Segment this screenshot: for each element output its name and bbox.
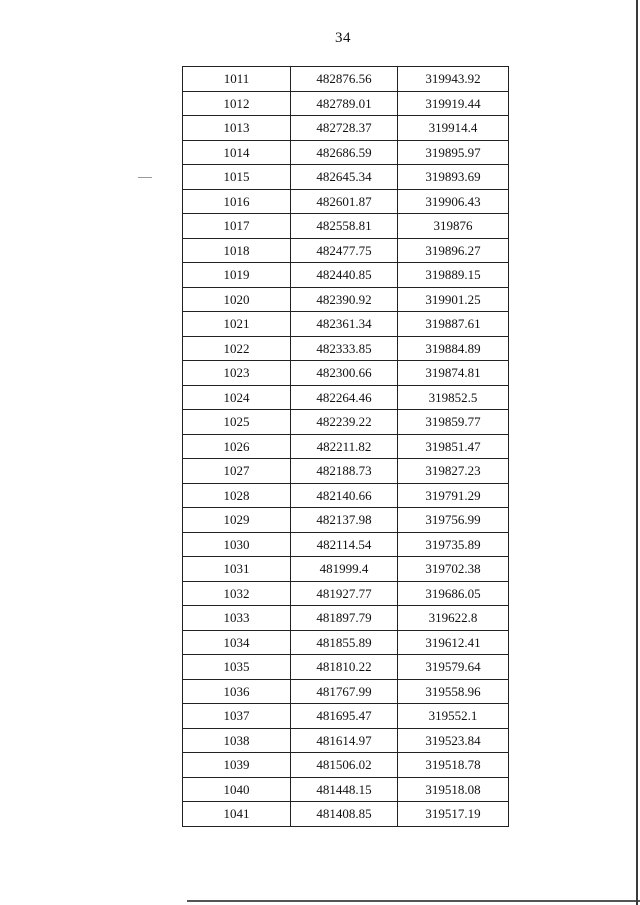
x-coordinate-cell: 482390.92 bbox=[291, 287, 398, 312]
y-coordinate-cell: 319558.96 bbox=[398, 679, 509, 704]
point-number-cell: 1027 bbox=[183, 459, 291, 484]
x-coordinate-cell: 482686.59 bbox=[291, 140, 398, 165]
y-coordinate-cell: 319791.29 bbox=[398, 483, 509, 508]
y-coordinate-cell: 319518.78 bbox=[398, 753, 509, 778]
table-row bbox=[183, 116, 509, 141]
table-row bbox=[183, 434, 509, 459]
x-coordinate-cell: 482188.73 bbox=[291, 459, 398, 484]
x-coordinate-cell: 482440.85 bbox=[291, 263, 398, 288]
point-number-cell: 1023 bbox=[183, 361, 291, 386]
table-row bbox=[183, 238, 509, 263]
y-coordinate-cell: 319517.19 bbox=[398, 802, 509, 827]
y-coordinate-cell: 319686.05 bbox=[398, 581, 509, 606]
x-coordinate-cell: 482789.01 bbox=[291, 91, 398, 116]
point-number-cell: 1040 bbox=[183, 777, 291, 802]
x-coordinate-cell: 481927.77 bbox=[291, 581, 398, 606]
point-number-cell: 1022 bbox=[183, 336, 291, 361]
point-number-cell: 1041 bbox=[183, 802, 291, 827]
y-coordinate-cell: 319884.89 bbox=[398, 336, 509, 361]
table-row bbox=[183, 532, 509, 557]
x-coordinate-cell: 482361.34 bbox=[291, 312, 398, 337]
margin-mark bbox=[138, 177, 152, 178]
x-coordinate-cell: 482558.81 bbox=[291, 214, 398, 239]
y-coordinate-cell: 319852.5 bbox=[398, 385, 509, 410]
x-coordinate-cell: 481897.79 bbox=[291, 606, 398, 631]
table-row bbox=[183, 728, 509, 753]
point-number-cell: 1039 bbox=[183, 753, 291, 778]
x-coordinate-cell: 482477.75 bbox=[291, 238, 398, 263]
x-coordinate-cell: 482333.85 bbox=[291, 336, 398, 361]
x-coordinate-cell: 482264.46 bbox=[291, 385, 398, 410]
point-number-cell: 1033 bbox=[183, 606, 291, 631]
table-row bbox=[183, 263, 509, 288]
table-row bbox=[183, 655, 509, 680]
x-coordinate-cell: 481448.15 bbox=[291, 777, 398, 802]
x-coordinate-cell: 482645.34 bbox=[291, 165, 398, 190]
point-number-cell: 1034 bbox=[183, 630, 291, 655]
x-coordinate-cell: 482728.37 bbox=[291, 116, 398, 141]
point-number-cell: 1029 bbox=[183, 508, 291, 533]
x-coordinate-cell: 481999.4 bbox=[291, 557, 398, 582]
point-number-cell: 1011 bbox=[183, 67, 291, 92]
y-coordinate-cell: 319827.23 bbox=[398, 459, 509, 484]
y-coordinate-cell: 319552.1 bbox=[398, 704, 509, 729]
point-number-cell: 1021 bbox=[183, 312, 291, 337]
x-coordinate-cell: 481810.22 bbox=[291, 655, 398, 680]
table-row bbox=[183, 214, 509, 239]
point-number-cell: 1015 bbox=[183, 165, 291, 190]
coordinates-table bbox=[182, 66, 509, 827]
y-coordinate-cell: 319859.77 bbox=[398, 410, 509, 435]
table-row bbox=[183, 508, 509, 533]
bottom-rule bbox=[187, 900, 640, 902]
table-row bbox=[183, 312, 509, 337]
page-number: 34 bbox=[335, 30, 351, 46]
point-number-cell: 1017 bbox=[183, 214, 291, 239]
x-coordinate-cell: 481408.85 bbox=[291, 802, 398, 827]
scan-edge bbox=[636, 0, 638, 905]
y-coordinate-cell: 319943.92 bbox=[398, 67, 509, 92]
table-row bbox=[183, 704, 509, 729]
y-coordinate-cell: 319906.43 bbox=[398, 189, 509, 214]
y-coordinate-cell: 319579.64 bbox=[398, 655, 509, 680]
y-coordinate-cell: 319622.8 bbox=[398, 606, 509, 631]
point-number-cell: 1018 bbox=[183, 238, 291, 263]
table-row bbox=[183, 410, 509, 435]
point-number-cell: 1016 bbox=[183, 189, 291, 214]
y-coordinate-cell: 319518.08 bbox=[398, 777, 509, 802]
y-coordinate-cell: 319887.61 bbox=[398, 312, 509, 337]
y-coordinate-cell: 319702.38 bbox=[398, 557, 509, 582]
point-number-cell: 1036 bbox=[183, 679, 291, 704]
x-coordinate-cell: 482239.22 bbox=[291, 410, 398, 435]
y-coordinate-cell: 319893.69 bbox=[398, 165, 509, 190]
y-coordinate-cell: 319889.15 bbox=[398, 263, 509, 288]
point-number-cell: 1024 bbox=[183, 385, 291, 410]
x-coordinate-cell: 481506.02 bbox=[291, 753, 398, 778]
point-number-cell: 1013 bbox=[183, 116, 291, 141]
table-row bbox=[183, 557, 509, 582]
y-coordinate-cell: 319876 bbox=[398, 214, 509, 239]
table-row bbox=[183, 630, 509, 655]
table-row bbox=[183, 287, 509, 312]
table-row bbox=[183, 336, 509, 361]
x-coordinate-cell: 481614.97 bbox=[291, 728, 398, 753]
y-coordinate-cell: 319874.81 bbox=[398, 361, 509, 386]
y-coordinate-cell: 319851.47 bbox=[398, 434, 509, 459]
point-number-cell: 1037 bbox=[183, 704, 291, 729]
x-coordinate-cell: 482114.54 bbox=[291, 532, 398, 557]
table-row bbox=[183, 606, 509, 631]
y-coordinate-cell: 319523.84 bbox=[398, 728, 509, 753]
table-row bbox=[183, 385, 509, 410]
point-number-cell: 1026 bbox=[183, 434, 291, 459]
y-coordinate-cell: 319901.25 bbox=[398, 287, 509, 312]
y-coordinate-cell: 319612.41 bbox=[398, 630, 509, 655]
point-number-cell: 1030 bbox=[183, 532, 291, 557]
point-number-cell: 1014 bbox=[183, 140, 291, 165]
x-coordinate-cell: 482140.66 bbox=[291, 483, 398, 508]
y-coordinate-cell: 319914.4 bbox=[398, 116, 509, 141]
x-coordinate-cell: 481767.99 bbox=[291, 679, 398, 704]
point-number-cell: 1028 bbox=[183, 483, 291, 508]
point-number-cell: 1031 bbox=[183, 557, 291, 582]
table-row bbox=[183, 777, 509, 802]
y-coordinate-cell: 319919.44 bbox=[398, 91, 509, 116]
table-row bbox=[183, 483, 509, 508]
y-coordinate-cell: 319896.27 bbox=[398, 238, 509, 263]
table-row bbox=[183, 189, 509, 214]
y-coordinate-cell: 319756.99 bbox=[398, 508, 509, 533]
x-coordinate-cell: 482876.56 bbox=[291, 67, 398, 92]
x-coordinate-cell: 482211.82 bbox=[291, 434, 398, 459]
x-coordinate-cell: 481695.47 bbox=[291, 704, 398, 729]
table-row bbox=[183, 459, 509, 484]
table-row bbox=[183, 67, 509, 92]
x-coordinate-cell: 481855.89 bbox=[291, 630, 398, 655]
coordinates-table-body bbox=[183, 67, 509, 827]
table-row bbox=[183, 361, 509, 386]
point-number-cell: 1020 bbox=[183, 287, 291, 312]
x-coordinate-cell: 482601.87 bbox=[291, 189, 398, 214]
table-row bbox=[183, 753, 509, 778]
point-number-cell: 1012 bbox=[183, 91, 291, 116]
point-number-cell: 1032 bbox=[183, 581, 291, 606]
x-coordinate-cell: 482137.98 bbox=[291, 508, 398, 533]
x-coordinate-cell: 482300.66 bbox=[291, 361, 398, 386]
point-number-cell: 1025 bbox=[183, 410, 291, 435]
table-row bbox=[183, 91, 509, 116]
table-row bbox=[183, 140, 509, 165]
table-row bbox=[183, 679, 509, 704]
y-coordinate-cell: 319895.97 bbox=[398, 140, 509, 165]
point-number-cell: 1019 bbox=[183, 263, 291, 288]
point-number-cell: 1038 bbox=[183, 728, 291, 753]
point-number-cell: 1035 bbox=[183, 655, 291, 680]
table-row bbox=[183, 581, 509, 606]
table-row bbox=[183, 165, 509, 190]
y-coordinate-cell: 319735.89 bbox=[398, 532, 509, 557]
table-row bbox=[183, 802, 509, 827]
